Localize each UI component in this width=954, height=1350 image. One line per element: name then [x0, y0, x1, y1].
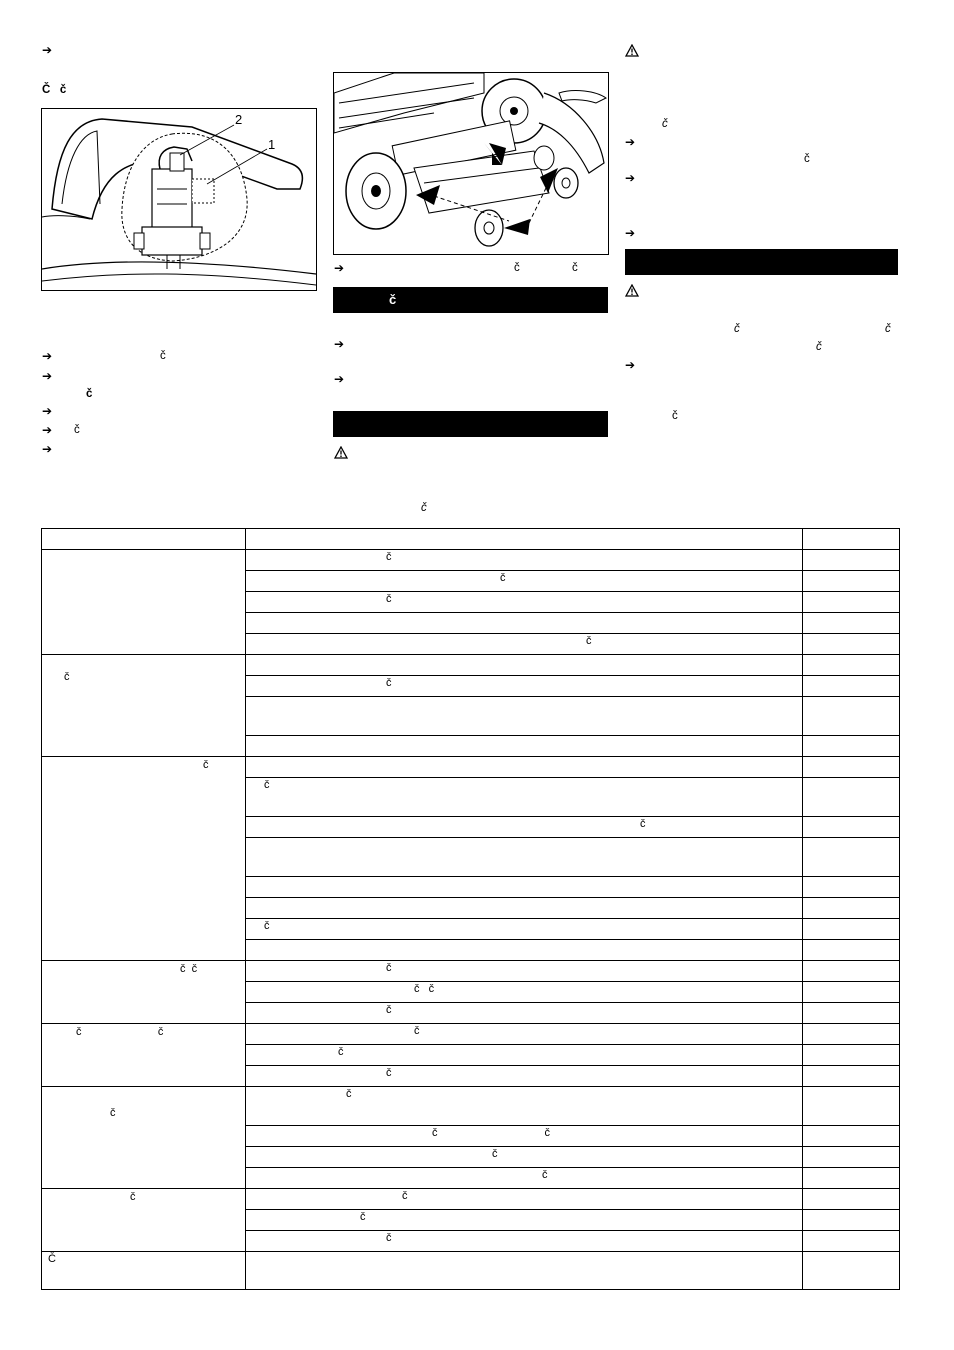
- caption-text: č: [572, 262, 578, 274]
- table-cell: [803, 919, 900, 940]
- table-cell: [246, 817, 803, 838]
- table-cell: [803, 757, 900, 778]
- cell-text: č: [500, 572, 506, 584]
- table-group-label: [42, 757, 246, 961]
- table-cell: [246, 940, 803, 961]
- cell-text: č: [130, 1191, 136, 1203]
- table-cell: [246, 1252, 803, 1290]
- body-text: č: [804, 153, 810, 165]
- table-cell: [803, 1210, 900, 1231]
- table-cell: [246, 1126, 803, 1147]
- table-cell: [246, 961, 803, 982]
- cell-text: č: [386, 551, 392, 563]
- cell-text: č: [264, 920, 270, 932]
- figure-chassis-wheels: [333, 72, 609, 255]
- table-cell: [803, 697, 900, 736]
- body-text: č: [885, 323, 891, 335]
- section-bar-3: [625, 249, 898, 275]
- table-cell: [803, 1066, 900, 1087]
- cell-text: č: [203, 759, 209, 771]
- table-group-label: [42, 655, 246, 757]
- section-heading: Č č: [42, 84, 67, 96]
- table-cell: [246, 550, 803, 571]
- cell-text: č: [386, 1067, 392, 1079]
- table-header-cell: [246, 529, 803, 550]
- figure-pump-detail: [41, 108, 317, 291]
- table-cell: [246, 1189, 803, 1210]
- table-cell: [803, 634, 900, 655]
- table-cell: [246, 1210, 803, 1231]
- table-cell: [803, 817, 900, 838]
- caption-text: č: [514, 262, 520, 274]
- cell-text: č č: [414, 983, 435, 995]
- body-text: č: [734, 323, 740, 335]
- table-cell: [803, 736, 900, 757]
- cell-text: č č: [180, 963, 198, 975]
- cell-text: č: [264, 779, 270, 791]
- table-header-cell: [42, 529, 246, 550]
- table-cell: [803, 1147, 900, 1168]
- table-cell: [803, 1252, 900, 1290]
- table-cell: [803, 1024, 900, 1045]
- step-arrow: ➔: [42, 369, 53, 383]
- table-group-label: [42, 961, 246, 1024]
- step-text: č: [160, 350, 166, 362]
- caption-arrow: ➔: [334, 261, 345, 275]
- table-cell: [246, 613, 803, 634]
- table-cell: [246, 778, 803, 817]
- cell-text: č č: [432, 1127, 550, 1139]
- table-cell: [803, 838, 900, 877]
- table-cell: [803, 1003, 900, 1024]
- step-text: č: [74, 424, 80, 436]
- table-cell: [803, 676, 900, 697]
- table-cell: [246, 571, 803, 592]
- table-cell: [246, 1045, 803, 1066]
- table-cell: [803, 571, 900, 592]
- table-cell: [246, 877, 803, 898]
- cell-text: č: [542, 1169, 548, 1181]
- table-cell: [803, 982, 900, 1003]
- cell-text: č: [386, 962, 392, 974]
- table-cell: [803, 961, 900, 982]
- table-cell: [246, 898, 803, 919]
- table-cell: [803, 1231, 900, 1252]
- step-arrow: ➔: [625, 358, 636, 372]
- cell-text: č: [64, 671, 70, 683]
- warning-triangle-icon: [625, 284, 639, 297]
- table-group-label: [42, 1189, 246, 1252]
- warning-triangle-icon: [334, 446, 348, 459]
- table-intro-text: č: [421, 502, 427, 514]
- step-arrow: ➔: [625, 171, 636, 185]
- table-cell: [246, 1066, 803, 1087]
- cell-text: č: [110, 1107, 116, 1119]
- callout-2: 2: [235, 112, 243, 127]
- table-cell: [803, 778, 900, 817]
- step-arrow: ➔: [42, 349, 53, 363]
- table-cell: [246, 634, 803, 655]
- step-arrow: ➔: [334, 372, 345, 386]
- cell-text: č: [402, 1190, 408, 1202]
- table-cell: [803, 550, 900, 571]
- step-text: č: [86, 388, 93, 400]
- table-cell: [803, 613, 900, 634]
- cell-text: č: [414, 1025, 420, 1037]
- step-arrow: ➔: [42, 43, 53, 57]
- step-arrow: ➔: [625, 226, 636, 240]
- table-cell: [246, 838, 803, 877]
- cell-text: č: [586, 635, 592, 647]
- table-cell: [246, 1168, 803, 1189]
- step-arrow: ➔: [625, 135, 636, 149]
- cell-text: č: [346, 1088, 352, 1100]
- table-cell: [803, 1126, 900, 1147]
- table-group-label: [42, 550, 246, 655]
- table-cell: [803, 1168, 900, 1189]
- table-group-label: [42, 1087, 246, 1189]
- cell-text: č č: [76, 1026, 164, 1038]
- table-cell: [246, 1147, 803, 1168]
- cell-text: č: [386, 1232, 392, 1244]
- table-cell: [803, 898, 900, 919]
- body-text: č: [672, 410, 678, 422]
- cell-text: č: [386, 593, 392, 605]
- table-cell: [246, 982, 803, 1003]
- table-cell: [246, 676, 803, 697]
- section-bar-2: [333, 411, 608, 437]
- troubleshooting-table: [41, 528, 900, 1290]
- body-text: č: [662, 118, 668, 130]
- cell-text: č: [386, 677, 392, 689]
- table-cell: [803, 877, 900, 898]
- table-header-cell: [803, 529, 900, 550]
- step-arrow: ➔: [334, 337, 345, 351]
- table-cell: [803, 1087, 900, 1126]
- table-cell: [803, 1045, 900, 1066]
- cell-text: č: [386, 1004, 392, 1016]
- cell-text: č: [360, 1211, 366, 1223]
- warning-triangle-icon: [625, 44, 639, 57]
- table-cell: [246, 655, 803, 676]
- table-group-label: [42, 1252, 246, 1290]
- section-bar-1: č: [333, 287, 608, 313]
- step-arrow: ➔: [42, 442, 53, 456]
- table-cell: [246, 1231, 803, 1252]
- table-cell: [246, 1087, 803, 1126]
- table-cell: [246, 757, 803, 778]
- chassis-illustration: [334, 73, 608, 254]
- cell-text: č: [640, 818, 646, 830]
- table-cell: [246, 1024, 803, 1045]
- table-cell: [246, 1003, 803, 1024]
- table-cell: [246, 736, 803, 757]
- step-arrow: ➔: [42, 423, 53, 437]
- callout-1: 1: [268, 137, 276, 152]
- table-cell: [246, 592, 803, 613]
- table-cell: [803, 940, 900, 961]
- table-cell: [803, 1189, 900, 1210]
- body-text: č: [816, 341, 822, 353]
- cell-text: Č: [48, 1253, 56, 1265]
- table-cell: [246, 919, 803, 940]
- table-group-label: [42, 1024, 246, 1087]
- step-arrow: ➔: [42, 404, 53, 418]
- table-cell: [803, 655, 900, 676]
- cell-text: č: [492, 1148, 498, 1160]
- table-cell: [803, 592, 900, 613]
- table-cell: [246, 697, 803, 736]
- cell-text: č: [338, 1046, 344, 1058]
